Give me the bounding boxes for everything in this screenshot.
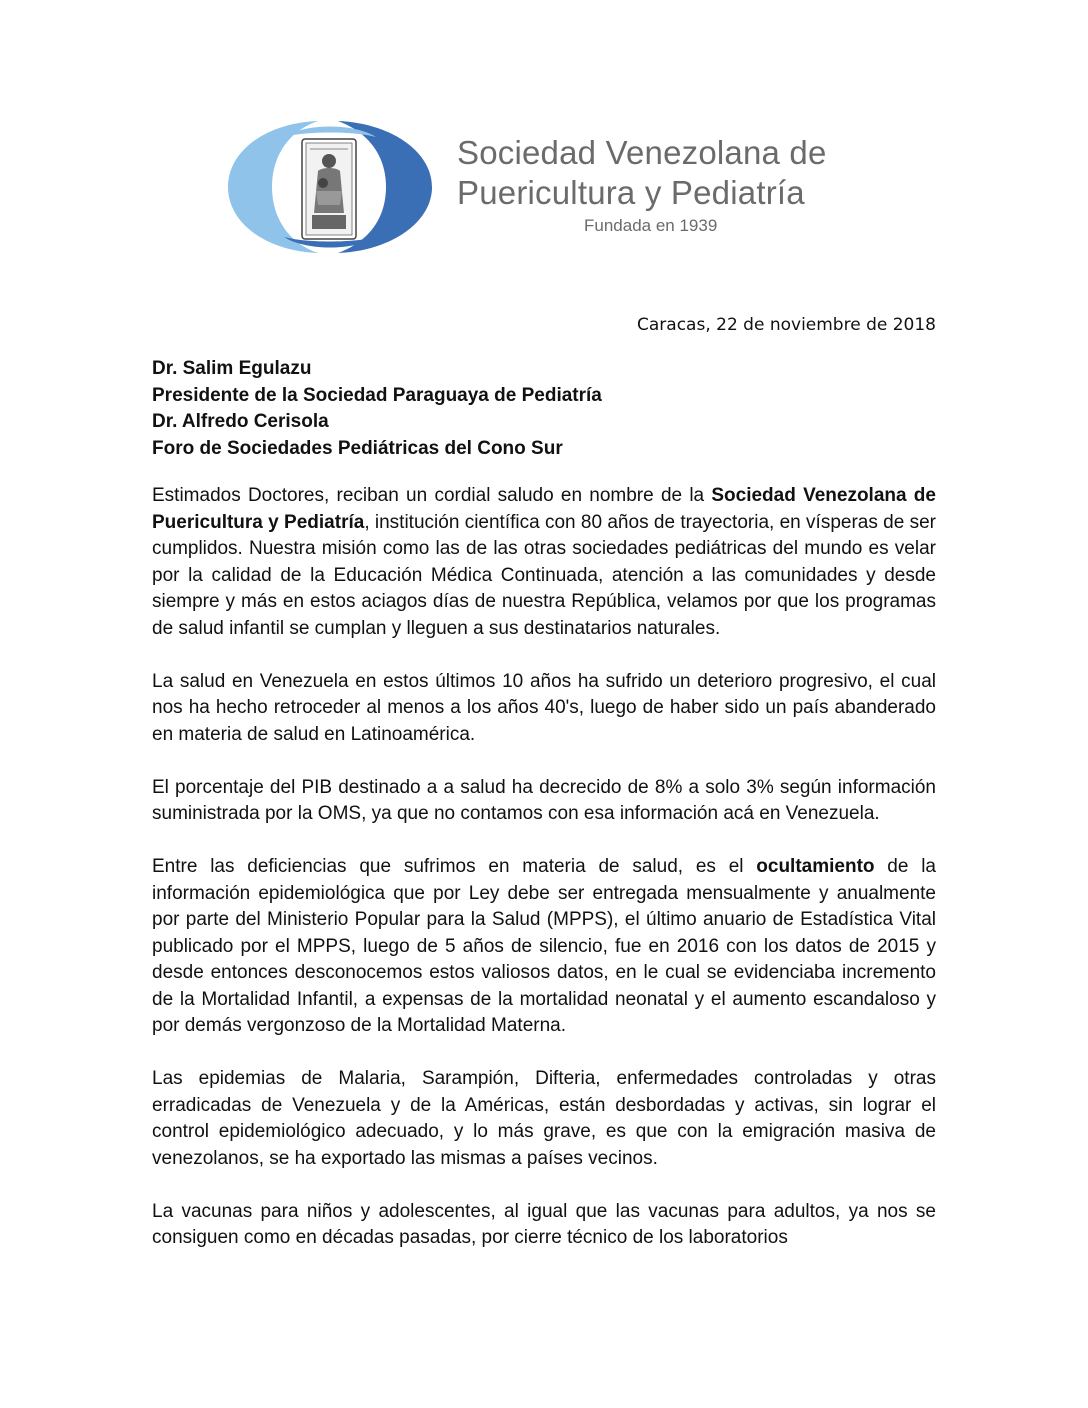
paragraph-text: Entre las deficiencias que sufrimos en materia de salud, es el [152, 856, 757, 877]
organization-name [457, 133, 827, 213]
paragraph-epidemics: Las epidemias de Malaria, Sarampión, Difteria, enfermedades controladas y otras erradicadas de Venezuela y de la Américas, están desbordadas y activas, sin lograr el control epidemiológico adecuado, y lo más grave, es que con la emigración masiva de venezolanos, se ha exportado las mismas a países vecinos. [152, 1068, 936, 1169]
svpp-emblem-icon [226, 117, 434, 257]
recipient-line: Foro de Sociedades Pediátricas del Cono Sur [152, 437, 563, 459]
organization-name-line1: Sociedad Venezolana de [457, 134, 827, 171]
paragraph-gdp: El porcentaje del PIB destinado a a salud ha decrecido de 8% a solo 3% según información suministrada por la OMS, ya que no contamos con esa información acá en Venezuela. [152, 776, 936, 824]
paragraph-greeting [152, 483, 936, 642]
founded-year: Fundada en 1939 [584, 216, 718, 235]
paragraph-text: Estimados Doctores, reciban un cordial saludo en nombre de la [152, 485, 712, 506]
recipients-block [152, 356, 936, 462]
paragraph-deficiencies [152, 854, 936, 1040]
letter-body [152, 483, 936, 1278]
recipient-line: Dr. Salim Egulazu [152, 358, 312, 379]
paragraph-vaccines: La vacunas para niños y adolescentes, al igual que las vacunas para adultos, ya nos se consiguen como en décadas pasadas, por cierre técnico de los laboratorios [152, 1200, 936, 1248]
bold-term: ocultamiento [756, 856, 875, 877]
recipient-line: Presidente de la Sociedad Paraguaya de Pediatría [152, 384, 602, 406]
bold-org-name: Sociedad Venezolana de Puericultura y Pediatría [152, 485, 936, 533]
paragraph-text: de la información epidemiológica que por Ley debe ser entregada mensualmente y anualmente por parte del Ministerio Popular para la Salud (MPPS), el último anuario de Estadística Vital publicado por el MPPS, luego de 5 años de silencio, fue en 2016 con los datos de 2015 y desde entonces desconocemos estos valiosos datos, en le cual se evidenciaba incremento de la Mortalidad Infantil, a expensas de la mortalidad neonatal y el aumento escandaloso y por demás vergonzoso de la Mortalidad Materna. [152, 856, 936, 1036]
organization-name-line2: Puericultura y Pediatría [457, 174, 805, 211]
paragraph-text: , institución científica con 80 años de trayectoria, en vísperas de ser cumplidos. Nuestra misión como las de las otras sociedades pediátricas del mundo es velar por la calidad de la Educación Médica Continuada, atención a las comunidades y desde siempre y más en estos aciagos días de nuestra República, velamos por que los programas de salud infantil se cumplan y lleguen a sus destinatarios naturales. [152, 511, 936, 639]
recipient-line: Dr. Alfredo Cerisola [152, 411, 329, 432]
paragraph-health-decline: La salud en Venezuela en estos últimos 10 años ha sufrido un deterioro progresivo, el cual nos ha hecho retroceder al menos a los años 40's, luego de haber sido un país abanderado en materia de salud en Latinoamérica. [152, 670, 936, 745]
letter-date: Caracas, 22 de noviembre de 2018 [637, 315, 936, 335]
